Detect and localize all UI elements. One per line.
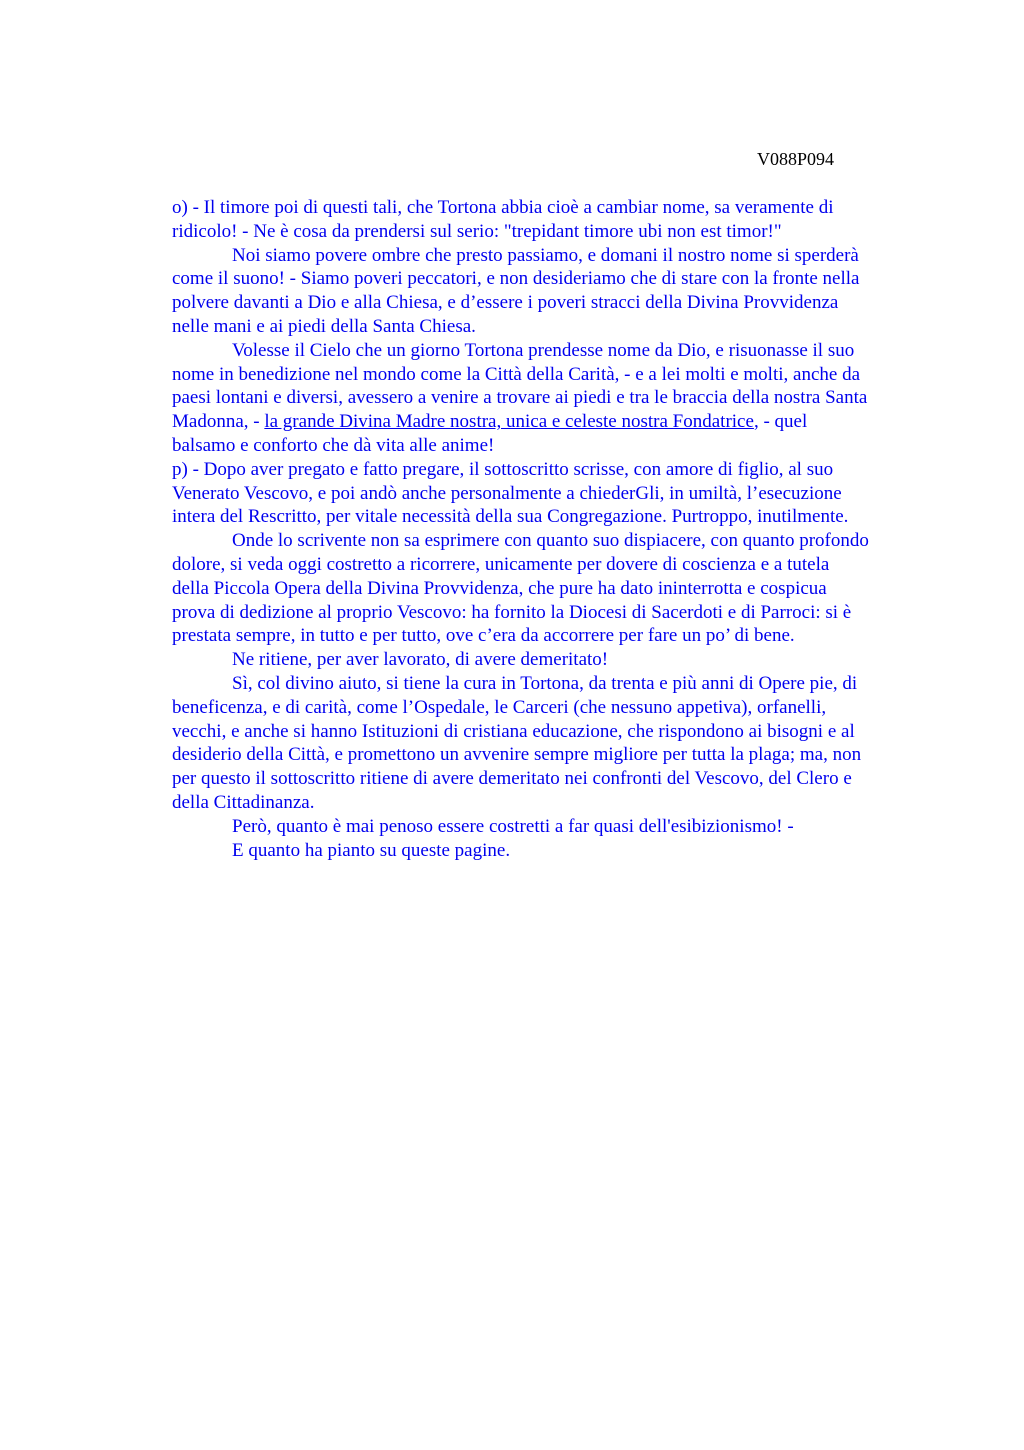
text-line: Volesse il Cielo che un giorno Tortona prendesse nome da Dio, e risuonasse il suo bbox=[232, 339, 855, 361]
text-line: nelle mani e ai piedi della Santa Chiesa. bbox=[172, 315, 476, 337]
text-line: per questo il sottoscritto ritiene di avere demeritato nei confronti del Vescovo, del Clero e bbox=[172, 768, 852, 790]
text-line bbox=[172, 410, 936, 434]
text-line: beneficenza, e di carità, come l’Ospedale, le Carceri (che nessuno appetiva), orfanelli, bbox=[172, 696, 827, 718]
text-line: come il suono! - Siamo poveri peccatori, e non desideriamo che di stare con la fronte nella bbox=[172, 268, 860, 290]
page-reference: V088P094 bbox=[757, 149, 835, 169]
text-line: della Cittadinanza. bbox=[172, 791, 315, 813]
text-line: desiderio della Città, e promettono un avvenire sempre migliore per tutta la plaga; ma, non bbox=[172, 744, 862, 766]
text-line: Ne ritiene, per aver lavorato, di avere demeritato! bbox=[232, 649, 609, 671]
text-line: Onde lo scrivente non sa esprimere con quanto suo dispiacere, con quanto profondo bbox=[232, 530, 869, 552]
text-segment: Madonna, - bbox=[172, 411, 265, 433]
text-line: della Piccola Opera della Divina Provvidenza, che pure ha dato ininterrotta e cospicua bbox=[172, 577, 827, 599]
paragraph bbox=[172, 339, 936, 458]
text-line: vecchi, e anche si hanno Istituzioni di cristiana educazione, che rispondono ai bisogni e al bbox=[172, 720, 855, 742]
text-line: E quanto ha pianto su queste pagine. bbox=[232, 839, 511, 861]
text-line: p) - Dopo aver pregato e fatto pregare, il sottoscritto scrisse, con amore di figlio, al suo bbox=[172, 458, 834, 480]
text-line: dolore, si veda oggi costretto a ricorrere, unicamente per dovere di coscienza e a tutela bbox=[172, 553, 830, 575]
text-line: Sì, col divino aiuto, si tiene la cura in Tortona, da trenta e più anni di Opere pie, di bbox=[232, 672, 858, 694]
paragraph bbox=[172, 672, 936, 815]
paragraph bbox=[172, 839, 936, 863]
underlined-phrase: la grande Divina Madre nostra, unica e celeste nostra Fondatrice bbox=[264, 411, 754, 433]
paragraph bbox=[172, 815, 936, 839]
paragraph-p bbox=[172, 458, 936, 529]
paragraph-o bbox=[172, 196, 936, 244]
document-body bbox=[172, 196, 936, 862]
text-line: nome in benedizione nel mondo come la Città della Carità, - e a lei molti e molti, anche da bbox=[172, 363, 860, 385]
text-line: Però, quanto è mai penoso essere costretti a far quasi dell'esibizionismo! - bbox=[232, 815, 794, 837]
text-line: polvere davanti a Dio e alla Chiesa, e d’essere i poveri stracci della Divina Provvidenza bbox=[172, 292, 839, 314]
text-line: Venerato Vescovo, e poi andò anche personalmente a chiederGli, in umiltà, l’esecuzione bbox=[172, 482, 842, 504]
text-segment: , - quel bbox=[753, 411, 808, 433]
text-line: o) - Il timore poi di questi tali, che Tortona abbia cioè a cambiar nome, sa veramente di bbox=[172, 197, 834, 218]
text-line: ridicolo! - Ne è cosa da prendersi sul serio: "trepidant timore ubi non est timor!" bbox=[172, 220, 782, 242]
paragraph bbox=[172, 648, 936, 672]
text-line: intera del Rescritto, per vitale necessità della sua Congregazione. Purtroppo, inutilmente. bbox=[172, 506, 849, 528]
text-line: balsamo e conforto che dà vita alle anime! bbox=[172, 434, 495, 456]
paragraph bbox=[172, 244, 936, 339]
text-line: prova di dedizione al proprio Vescovo: ha fornito la Diocesi di Sacerdoti e di Parroci: si è bbox=[172, 601, 852, 623]
text-line: paesi lontani e diversi, avessero a venire a trovare ai piedi e tra le braccia della nostra Santa bbox=[172, 387, 868, 409]
text-line: prestata sempre, in tutto e per tutto, ove c’era da accorrere per fare un po’ di bene. bbox=[172, 625, 795, 647]
text-line: Noi siamo povere ombre che presto passiamo, e domani il nostro nome si sperderà bbox=[232, 244, 859, 266]
paragraph bbox=[172, 529, 936, 648]
